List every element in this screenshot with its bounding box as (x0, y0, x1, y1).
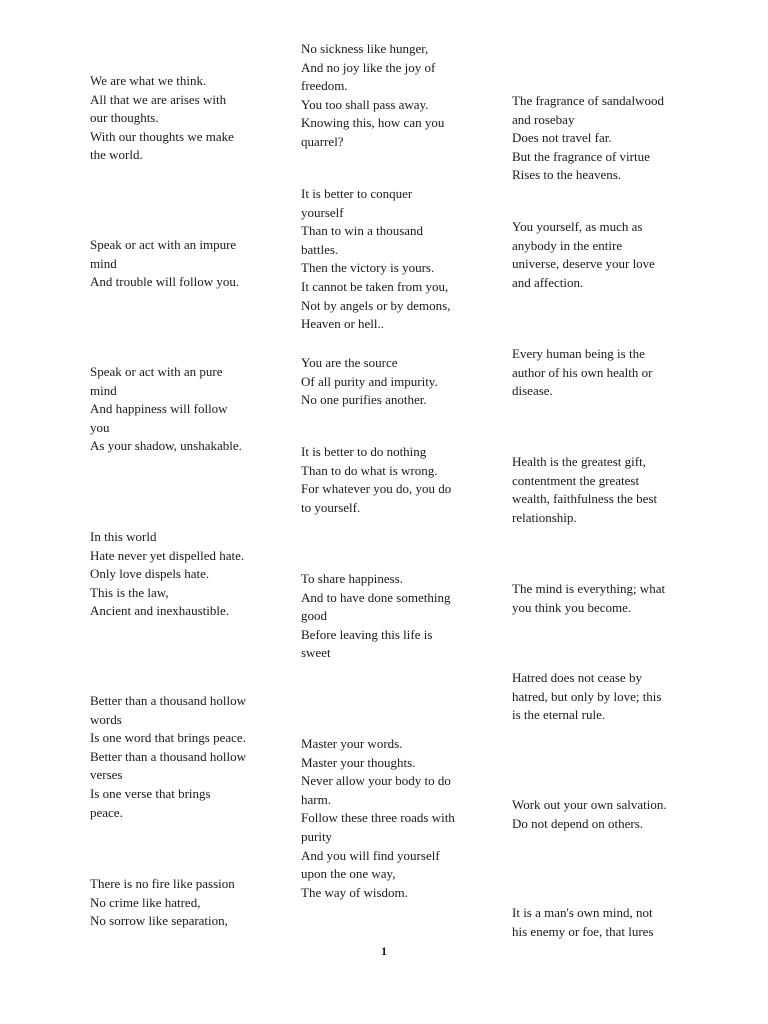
quote-line: to yourself. (301, 499, 361, 515)
quote-line: And to have done something (301, 589, 451, 605)
quote-block (301, 185, 481, 334)
quote-line: Health is the greatest gift, (512, 454, 646, 469)
quote-line: No sickness like hunger, (301, 41, 429, 56)
quote-line: verses (90, 767, 123, 783)
quote-block (90, 875, 270, 931)
quote-line: Knowing this, how can you (301, 115, 445, 131)
quote-line: In this world (90, 529, 157, 544)
quote-line: battles. (301, 241, 339, 257)
quote-line: mind (90, 255, 117, 271)
quote-line: and rosebay (512, 111, 575, 127)
quote-line: Hate never yet dispelled hate. (90, 547, 245, 563)
quote-line: Is one word that brings peace. (90, 730, 246, 746)
quote-line: For whatever you do, you do (301, 481, 452, 497)
quote-block (512, 580, 692, 617)
quote-line: As your shadow, unshakable. (90, 438, 242, 454)
quote-line: Better than a thousand hollow (90, 748, 246, 764)
quote-line: sweet (301, 645, 331, 661)
quote-line: is the eternal rule. (512, 707, 606, 723)
quote-line: We are what we think. (90, 73, 207, 88)
quote-block (90, 236, 270, 292)
quote-line: universe, deserve your love (512, 256, 655, 272)
quote-line: Not by angels or by demons, (301, 297, 451, 313)
quote-block (301, 40, 481, 152)
quote-line: anybody in the entire (512, 237, 623, 253)
quote-line: words (90, 711, 122, 727)
quote-line: And no joy like the joy of (301, 59, 436, 75)
quote-block (512, 669, 692, 725)
quote-line: This is the law, (90, 584, 169, 600)
quote-block (301, 443, 481, 517)
quote-line: hatred, but only by love; this (512, 688, 662, 704)
quote-line: peace. (90, 804, 123, 820)
quote-line: Every human being is the (512, 346, 645, 361)
quote-line: It is a man's own mind, not (512, 905, 653, 920)
quote-block (512, 796, 692, 833)
quote-line: you (90, 419, 110, 435)
quote-line: and affection. (512, 274, 584, 290)
quote-line: It is better to do nothing (301, 444, 427, 459)
quote-block (512, 453, 692, 527)
quote-line: harm. (301, 791, 331, 807)
quote-block (90, 692, 270, 822)
quote-block (512, 218, 692, 292)
quote-line: Of all purity and impurity. (301, 373, 438, 389)
quote-line: The mind is everything; what (512, 581, 666, 596)
quote-line: relationship. (512, 509, 577, 525)
quote-line: disease. (512, 383, 553, 399)
quote-line: good (301, 608, 327, 624)
quote-block (90, 363, 270, 456)
quote-line: And happiness will follow (90, 401, 228, 417)
quote-block (512, 92, 692, 185)
quote-line: purity (301, 828, 333, 844)
quote-block (90, 72, 270, 165)
quote-line: Master your words. (301, 736, 403, 751)
page-number: 1 (381, 944, 387, 958)
quote-line: Rises to the heavens. (512, 167, 622, 183)
quote-line: Than to do what is wrong. (301, 462, 438, 478)
quote-line: With our thoughts we make (90, 128, 234, 144)
quote-line: You yourself, as much as (512, 219, 643, 234)
quote-line: Master your thoughts. (301, 754, 416, 770)
quote-line: Never allow your body to do (301, 773, 451, 789)
quote-line: You are the source (301, 355, 398, 370)
quote-line: mind (90, 382, 117, 398)
quote-line: quarrel? (301, 133, 344, 149)
quote-block (512, 345, 692, 401)
quote-line: Only love dispels hate. (90, 566, 210, 582)
quote-line: Ancient and inexhaustible. (90, 603, 229, 619)
quote-line: There is no fire like passion (90, 876, 235, 891)
quote-block (301, 354, 481, 410)
quote-line: To share happiness. (301, 571, 403, 586)
quote-block (512, 904, 692, 941)
quote-line: Heaven or hell.. (301, 316, 385, 332)
quote-line: our thoughts. (90, 110, 159, 126)
quote-line: All that we are arises with (90, 91, 227, 107)
quote-line: author of his own health or (512, 364, 653, 380)
quote-line: Speak or act with an pure (90, 364, 223, 379)
quote-line: The way of wisdom. (301, 884, 408, 900)
quote-line: Do not depend on others. (512, 815, 644, 831)
quote-block (90, 528, 270, 621)
quote-block (301, 570, 481, 663)
quote-line: you think you become. (512, 599, 632, 615)
quote-line: No crime like hatred, (90, 894, 201, 910)
quote-line: contentment the greatest (512, 472, 640, 488)
quote-line: No sorrow like separation, (90, 913, 228, 929)
quote-line: And you will find yourself (301, 847, 440, 863)
quote-line: The fragrance of sandalwood (512, 93, 664, 108)
quote-line: Work out your own salvation. (512, 797, 667, 812)
quote-line: Then the victory is yours. (301, 260, 435, 276)
quote-line: It is better to conquer (301, 186, 413, 201)
quote-line: freedom. (301, 78, 348, 94)
quote-line: Before leaving this life is (301, 626, 433, 642)
quote-line: It cannot be taken from you, (301, 278, 449, 294)
quote-line: upon the one way, (301, 866, 396, 882)
quote-line: Follow these three roads with (301, 810, 455, 826)
quote-line: his enemy or foe, that lures (512, 923, 654, 939)
quote-line: Speak or act with an impure (90, 237, 237, 252)
quote-line: wealth, faithfulness the best (512, 491, 658, 507)
quote-block (301, 735, 481, 902)
quote-line: Hatred does not cease by (512, 670, 642, 685)
quote-line: Does not travel far. (512, 130, 612, 146)
quote-line: Than to win a thousand (301, 223, 424, 239)
quote-line: No one purifies another. (301, 392, 427, 408)
quote-line: And trouble will follow you. (90, 274, 240, 290)
quote-line: But the fragrance of virtue (512, 148, 650, 164)
quote-line: Better than a thousand hollow (90, 693, 246, 708)
quote-line: You too shall pass away. (301, 96, 429, 112)
quote-line: the world. (90, 147, 143, 163)
quote-line: yourself (301, 204, 344, 220)
quote-line: Is one verse that brings (90, 785, 211, 801)
